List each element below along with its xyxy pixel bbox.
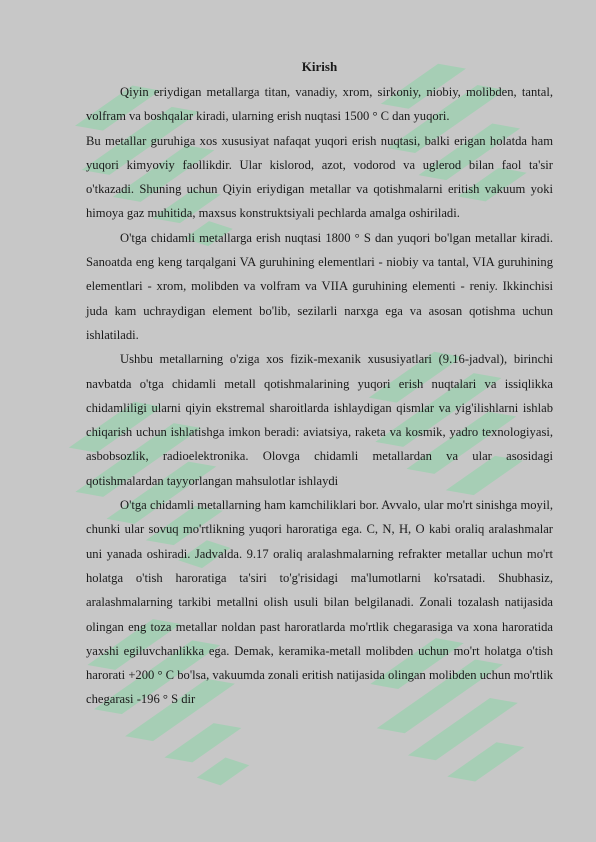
document-title: Kirish: [301, 59, 338, 74]
paragraph: Ushbu metallarning o'ziga xos fizik-mexanik xususiyatlari (9.16-jadval), birinchi navbatda o'tga chidamli metall qotishmalarining yuqori erish nuqtalari va issiqlikka chidamliligi ularni qiyin ekstremal sharoitlarda ishlaydigan qismlar va yig'ilishlarni ishlab chiqarish uchun ishlatishga imkon beradi: aviatsiya, raketa va kosmik, yadro texnologiyasi, asbobsozlik, radioelektronika. Olovga chidamli metallardan va ular asosidagi qotishmalardan tayyorlangan mahsulotlar ishlaydi: [86, 352, 553, 488]
paragraph: Qiyin eriydigan metallarga titan, vanadiy, xrom, sirkoniy, niobiy, molibden, tantal, volfram va boshqalar kiradi, ularning erish nuqtasi 1500 ° C dan yuqori.: [86, 85, 553, 124]
paragraph: O'tga chidamli metallarning ham kamchiliklari bor. Avvalo, ular mo'rt sinishga moyil, chunki ular sovuq mo'rtlikning yuqori haroratiga ega. C, N, H, O kabi oraliq aralashmalar uni yanada oshiradi. Jadvalda. 9.17 oraliq aralashmalarning refrakter metallar uchun mo'rt holatga o'tish haroratiga ta'siri to'g'risidagi ma'lumotlarni ko'rsatadi. Shubhasiz, aralashmalarning tarkibi metallni olish usuli bilan belgilanadi. Zonali tozalash natijasida olingan eng toza metallar noldan past haroratlarda mo'rtlik chegarasiga va xona haroratida yaxshi egiluvchanlikka ega. Demak, keramika-metall molibden uchun mo'rt holatga o'tish harorati +200 ° C bo'lsa, vakuumda zonali eritish natijasida olingan molibden uchun mo'rtlik chegarasi -196 ° S dir: [86, 498, 553, 707]
document-body: [86, 56, 553, 712]
paragraph: O'tga chidamli metallarga erish nuqtasi 1800 ° S dan yuqori bo'lgan metallar kiradi. Sanoatda eng keng tarqalgani VA guruhining elementlari - niobiy va tantal, VIA guruhining elementlari - xrom, molibden va volfram va VIIA guruhining elementi - reniy. Ikkinchisi juda kam uchraydigan element bo'lib, sezilarli narxga ega va asosan qotishma uchun ishlatiladi.: [86, 230, 553, 342]
paragraph: Bu metallar guruhiga xos xususiyat nafaqat yuqori erish nuqtasi, balki erigan holatda ham yuqori kimyoviy faollikdir. Ular kislorod, azot, vodorod va uglerod bilan faol ta'sir o'tkazadi. Shuning uchun Qiyin eriydigan metallar va qotishmalarni eritish vakuum yoki himoya gaz muhitida, maxsus konstruktsiyali pechlarda amalga oshiriladi.: [86, 133, 553, 221]
